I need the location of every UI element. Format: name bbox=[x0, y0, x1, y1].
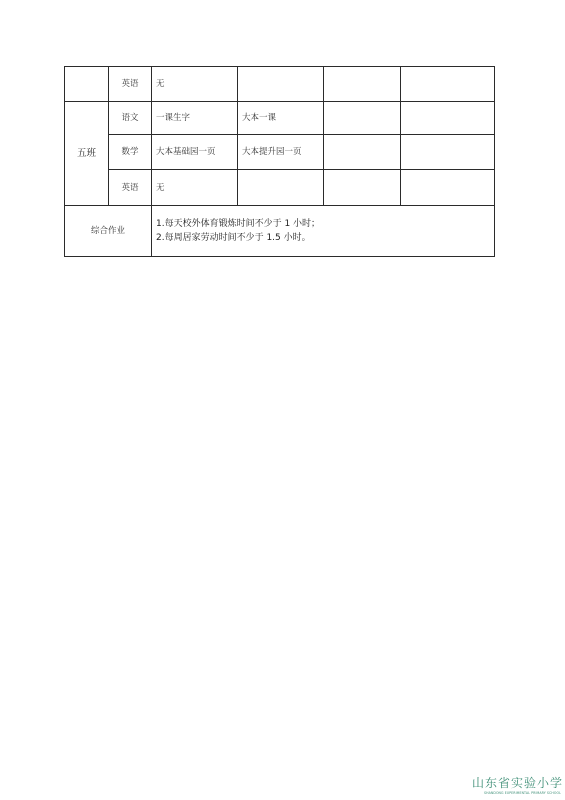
school-logo-text: 山东省实验小学 bbox=[472, 776, 564, 790]
task-cell: 大本一课 bbox=[238, 102, 324, 135]
subject-cell: 英语 bbox=[109, 170, 152, 206]
subject-cell: 英语 bbox=[109, 67, 152, 102]
school-logo-subtitle: SHANDONG EXPERIMENTAL PRIMARY SCHOOL bbox=[484, 791, 561, 795]
task-cell: 一课生字 bbox=[152, 102, 238, 135]
combined-homework-label: 综合作业 bbox=[65, 206, 152, 257]
task-cell bbox=[324, 170, 401, 206]
task-cell bbox=[401, 102, 495, 135]
subject-cell: 数学 bbox=[109, 135, 152, 170]
school-logo bbox=[472, 776, 562, 798]
table-row bbox=[65, 67, 495, 102]
task-cell bbox=[324, 102, 401, 135]
task-cell bbox=[238, 170, 324, 206]
table-row bbox=[65, 170, 495, 206]
task-cell bbox=[401, 170, 495, 206]
task-cell: 大本提升园一页 bbox=[238, 135, 324, 170]
table-row bbox=[65, 102, 495, 135]
combined-homework-line: 2.每周居家劳动时间不少于 1.5 小时。 bbox=[156, 233, 311, 243]
subject-cell: 语文 bbox=[109, 102, 152, 135]
task-cell bbox=[401, 67, 495, 102]
task-cell: 大本基础园一页 bbox=[152, 135, 238, 170]
combined-homework-line: 1.每天校外体育锻炼时间不少于 1 小时； bbox=[156, 219, 321, 229]
table-row bbox=[65, 135, 495, 170]
task-cell bbox=[324, 135, 401, 170]
task-cell: 无 bbox=[152, 67, 238, 102]
task-cell: 无 bbox=[152, 170, 238, 206]
class-cell-empty bbox=[65, 67, 109, 102]
combined-homework-content bbox=[152, 206, 495, 257]
task-cell bbox=[238, 67, 324, 102]
homework-table bbox=[64, 66, 495, 257]
task-cell bbox=[401, 135, 495, 170]
table-row bbox=[65, 206, 495, 257]
class-name-cell: 五班 bbox=[65, 102, 109, 206]
task-cell bbox=[324, 67, 401, 102]
